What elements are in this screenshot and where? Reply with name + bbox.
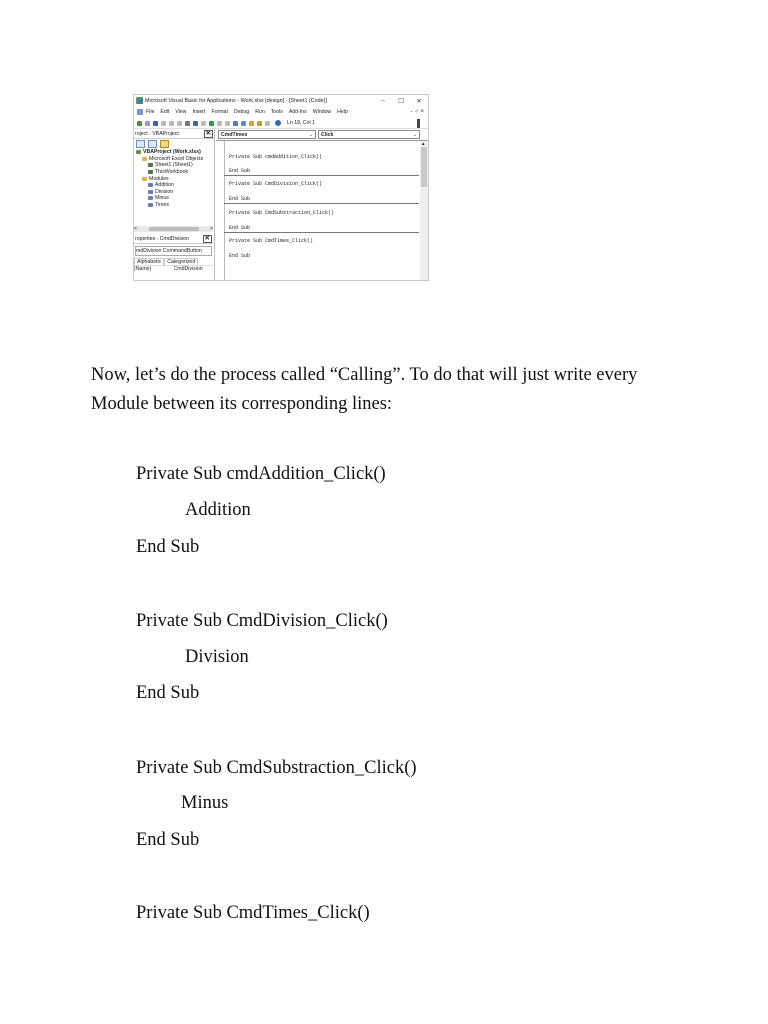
project-pane-title: roject - VBAProject xyxy=(135,130,179,137)
code-listing-line: Private Sub CmdTimes_Click() xyxy=(136,903,370,923)
tree-node xyxy=(136,182,214,189)
code-gutter xyxy=(216,141,225,280)
properties-object-combo xyxy=(135,246,212,256)
menu-debug: Debug xyxy=(233,109,250,115)
scroll-thumb xyxy=(149,227,199,231)
close-pane-icon: ✕ xyxy=(204,234,210,242)
tree-node xyxy=(136,202,214,209)
properties-pane-header xyxy=(134,234,213,244)
scroll-right-icon: > xyxy=(210,226,213,232)
properties-tabs xyxy=(134,258,213,265)
title-bar xyxy=(134,95,428,106)
code-line: Private Sub CmdDivision_Click() xyxy=(229,181,323,187)
child-window-controls: - ♂ × xyxy=(410,109,424,115)
property-row xyxy=(134,265,213,273)
excel-view-icon xyxy=(137,109,143,115)
module-icon xyxy=(148,190,153,194)
code-line: End Sub xyxy=(229,225,251,231)
standard-toolbar xyxy=(134,118,428,129)
scroll-thumb xyxy=(421,147,427,187)
code-line: Private Sub CmdSubstraction_Click() xyxy=(229,210,335,216)
code-editor xyxy=(216,141,419,280)
run-icon xyxy=(209,121,214,126)
tree-node-label: Microsoft Excel Objects xyxy=(149,155,204,162)
sheet-icon xyxy=(148,163,153,167)
chevron-down-icon: ⌄ xyxy=(413,131,417,137)
project-tree xyxy=(134,149,214,208)
code-listing-line: End Sub xyxy=(136,537,200,557)
procedure-combo-value: Click xyxy=(321,131,334,138)
module-icon xyxy=(148,203,153,207)
tree-node-label: Division xyxy=(155,188,174,195)
left-panes xyxy=(134,129,215,280)
folder-icon xyxy=(142,177,147,181)
toolbar-grip xyxy=(417,119,420,128)
procedure-separator xyxy=(224,175,419,176)
save-icon xyxy=(153,121,158,126)
menu-insert: Insert xyxy=(192,109,206,115)
menu-view: View xyxy=(175,109,187,115)
code-listing-line: Private Sub cmdAddition_Click() xyxy=(136,464,386,484)
project-pane-header xyxy=(134,129,214,139)
menu-window: Window xyxy=(312,109,332,115)
tree-node-label: ThisWorkbook xyxy=(155,169,189,176)
code-line: End Sub xyxy=(229,168,251,174)
procedure-separator xyxy=(224,203,419,204)
menu-tools: Tools xyxy=(270,109,283,115)
toggle-folders-icon xyxy=(160,140,169,148)
code-listing-line: End Sub xyxy=(136,830,200,850)
vba-editor-screenshot xyxy=(133,94,429,281)
design-mode-icon xyxy=(233,121,238,126)
cut-icon xyxy=(161,121,166,126)
reset-icon xyxy=(225,121,230,126)
toolbox-icon xyxy=(265,121,270,126)
undo-icon xyxy=(193,121,198,126)
code-listing-line: Addition xyxy=(185,500,251,520)
scroll-up-icon: ▲ xyxy=(421,141,426,146)
code-listing-line: End Sub xyxy=(136,683,200,703)
view-code-icon xyxy=(136,140,145,148)
tree-node-label: Minus xyxy=(155,195,169,202)
close-icon: ✕ xyxy=(416,97,422,105)
code-combos xyxy=(216,129,428,141)
folder-icon xyxy=(142,157,147,161)
excel-icon xyxy=(137,121,142,126)
menu-bar xyxy=(134,107,428,117)
view-object-icon xyxy=(148,140,157,148)
code-vscroll xyxy=(420,141,428,280)
tree-node xyxy=(136,175,214,182)
object-browser-icon xyxy=(257,121,262,126)
tab-categorized: Categorized xyxy=(164,258,198,265)
menu-edit: Edit xyxy=(160,109,170,115)
tab-alphabetic: Alphabetic xyxy=(134,258,164,265)
cursor-position: Ln 18, Col 1 xyxy=(287,120,315,126)
code-window xyxy=(216,129,428,280)
tree-node xyxy=(136,162,214,169)
tree-node-label: Sheet1 (Sheet1) xyxy=(155,162,193,169)
tree-node-label: VBAProject (Work.xlsx) xyxy=(143,149,201,156)
menu-file: File xyxy=(146,109,155,115)
code-listing-line: Private Sub CmdDivision_Click() xyxy=(136,611,388,631)
instruction-paragraph: Now, let’s do the process called “Calling”. To do that will just write every Module between its corresponding lines: xyxy=(91,365,638,414)
redo-icon xyxy=(201,121,206,126)
code-line: Private Sub CmdTimes_Click() xyxy=(229,238,314,244)
code-listing-line: Minus xyxy=(181,793,229,813)
menu-addins: Add-Ins xyxy=(288,109,307,115)
menu-format: Format xyxy=(211,109,228,115)
tree-node xyxy=(136,189,214,196)
find-icon xyxy=(185,121,190,126)
tree-node-label: Addition xyxy=(155,182,174,189)
procedure-separator xyxy=(224,232,419,233)
properties-pane-title: roperties - CmdDivision xyxy=(135,235,189,242)
code-line: Private Sub cmdAddition_Click() xyxy=(229,154,323,160)
paste-icon xyxy=(177,121,182,126)
project-explorer-icon xyxy=(241,121,246,126)
code-line: End Sub xyxy=(229,196,251,202)
tree-node xyxy=(136,195,214,202)
property-value: CmdDivision xyxy=(173,266,203,272)
tree-node-label: Modules xyxy=(149,175,169,182)
code-listing-line: Private Sub CmdSubstraction_Click() xyxy=(136,758,417,778)
project-pane-toolbar xyxy=(134,139,214,149)
maximize-icon: ☐ xyxy=(398,97,404,105)
window-title: Microsoft Visual Basic for Applications - Work.xlsx [design] - [Sheet1 (Code)] xyxy=(145,97,327,104)
help-icon xyxy=(275,120,281,126)
workbook-icon xyxy=(148,170,153,174)
code-line: End Sub xyxy=(229,253,251,259)
menu-run: Run xyxy=(255,109,265,115)
copy-icon xyxy=(169,121,174,126)
insert-icon xyxy=(145,121,150,126)
property-name: (Name) xyxy=(134,266,152,272)
properties-pane xyxy=(134,234,213,273)
properties-object: mdDivision CommandButton xyxy=(136,248,202,254)
tree-node xyxy=(136,156,214,163)
minimize-icon: – xyxy=(381,97,385,104)
project-icon xyxy=(136,150,141,154)
chevron-down-icon: ⌄ xyxy=(309,131,313,137)
procedure-combo xyxy=(318,130,420,139)
object-combo-value: CmdTimes xyxy=(221,131,248,138)
object-combo xyxy=(218,130,316,139)
close-pane-icon: ✕ xyxy=(205,129,211,137)
tree-node xyxy=(136,169,214,176)
properties-icon xyxy=(249,121,254,126)
menu-help: Help xyxy=(337,109,348,115)
module-icon xyxy=(148,196,153,200)
project-hscroll xyxy=(134,226,213,232)
code-listing-line: Division xyxy=(185,647,249,667)
tree-node xyxy=(136,149,214,156)
scroll-left-icon: < xyxy=(134,226,137,232)
module-icon xyxy=(148,183,153,187)
tree-node-label: Times xyxy=(155,202,169,209)
vba-app-icon xyxy=(136,97,143,104)
break-icon xyxy=(217,121,222,126)
